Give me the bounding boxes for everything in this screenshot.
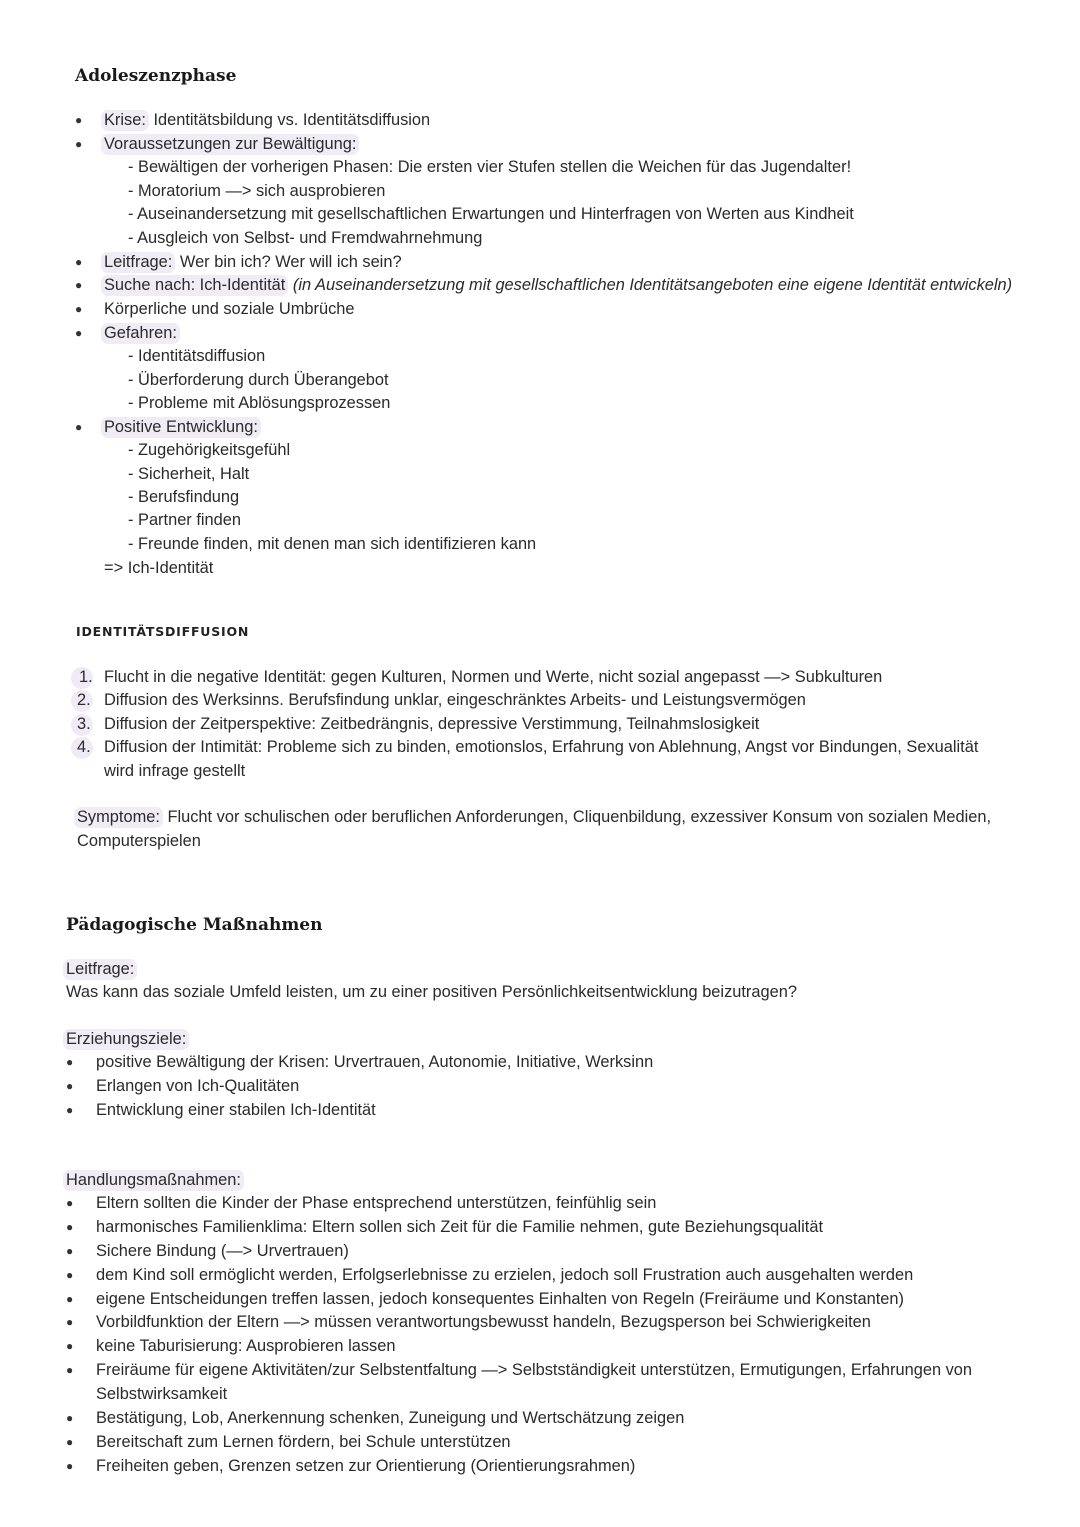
symptome-line [77, 806, 991, 830]
symptome-continuation: Computerspielen [77, 832, 201, 850]
number-label: 2. [77, 691, 91, 709]
erziehungsziel-item: positive Bewältigung der Krisen: Urvertrauen, Autonomie, Initiative, Werksinn [96, 1053, 654, 1071]
bullet-dot: ● [66, 1339, 74, 1353]
positiv-item: - Partner finden [128, 511, 241, 529]
gefahren-label: Gefahren: [101, 323, 180, 344]
bullet-dot: ● [66, 1315, 74, 1329]
leitfrage2-text: Was kann das soziale Umfeld leisten, um zu einer positiven Persönlichkeitsentwicklung beizutragen? [66, 983, 797, 1001]
massnahme-item-continuation: Selbstwirksamkeit [96, 1385, 228, 1403]
erziehungsziele-label: Erziehungsziele: [63, 1029, 189, 1050]
voraussetzung-item: - Bewältigen der vorherigen Phasen: Die ersten vier Stufen stellen die Weichen für das Jugendalter! [128, 158, 852, 176]
bullet-dot: ● [75, 278, 83, 292]
number-label: 3. [77, 715, 91, 733]
bullet-dot: ● [75, 137, 83, 151]
massnahme-item: dem Kind soll ermöglicht werden, Erfolgserlebnisse zu erzielen, jedoch soll Frustration auch ausgehalten werden [96, 1266, 914, 1284]
krise-label: Krise: [101, 110, 149, 131]
voraussetzungen-label: Voraussetzungen zur Bewältigung: [101, 134, 359, 155]
bullet-dot: ● [66, 1411, 74, 1425]
leitfrage-line [104, 251, 402, 275]
bullet-dot: ● [66, 1435, 74, 1449]
positiv-item: - Berufsfindung [128, 488, 240, 506]
bullet-dot: ● [66, 1055, 74, 1069]
massnahme-item: eigene Entscheidungen treffen lassen, jedoch konsequentes Einhalten von Regeln (Freiräume und Konstanten) [96, 1290, 904, 1308]
massnahme-item: Eltern sollten die Kinder der Phase entsprechend unterstützen, feinfühlig sein [96, 1194, 657, 1212]
bullet-dot: ● [75, 255, 83, 269]
massnahme-item: Bereitschaft zum Lernen fördern, bei Schule unterstützen [96, 1433, 511, 1451]
number-label: 4. [77, 738, 91, 756]
suche-label: Suche nach: Ich-Identität [101, 275, 288, 296]
bullet-dot: ● [75, 113, 83, 127]
diffusion-item-continuation: wird infrage gestellt [104, 762, 246, 780]
positiv-item: - Freunde finden, mit denen man sich identifizieren kann [128, 535, 537, 553]
suche-line [104, 274, 1012, 298]
voraussetzung-item: - Moratorium —> sich ausprobieren [128, 182, 386, 200]
bullet-dot: ● [66, 1244, 74, 1258]
positiv-label: Positive Entwicklung: [101, 417, 261, 438]
bullet-dot: ● [66, 1196, 74, 1210]
bullet-dot: ● [66, 1103, 74, 1117]
massnahme-item: Freiräume für eigene Aktivitäten/zur Selbstentfaltung —> Selbstständigkeit unterstützen, Ermutigungen, Erfahrungen von [96, 1361, 973, 1379]
leitfrage-label: Leitfrage: [101, 252, 175, 273]
diffusion-item: Diffusion der Intimität: Probleme sich zu binden, emotionslos, Erfahrung von Ablehnung, Angst vor Bindungen, Sexualität [104, 738, 979, 756]
handlungsmassnahmen-label: Handlungsmaßnahmen: [63, 1170, 244, 1191]
krise-line [104, 109, 430, 133]
diffusion-item: Flucht in die negative Identität: gegen Kulturen, Normen und Werte, nicht sozial angepasst —> Subkulturen [104, 668, 883, 686]
gefahr-item: - Überforderung durch Überangebot [128, 371, 389, 389]
umbrueche-line: Körperliche und soziale Umbrüche [104, 300, 355, 318]
krise-text: Identitätsbildung vs. Identitätsdiffusion [148, 111, 431, 129]
positiv-line [104, 416, 261, 440]
symptome-text: Flucht vor schulischen oder beruflichen Anforderungen, Cliquenbildung, exzessiver Konsum von sozialen Medien, [162, 808, 992, 826]
section-title-identitaetsdiffusion: IDENTITÄTSDIFFUSION [76, 624, 250, 639]
positiv-item: - Sicherheit, Halt [128, 465, 250, 483]
massnahme-item: Bestätigung, Lob, Anerkennung schenken, Zuneigung und Wertschätzung zeigen [96, 1409, 685, 1427]
voraussetzung-item: - Auseinandersetzung mit gesellschaftlichen Erwartungen und Hinterfragen von Werten aus Kindheit [128, 205, 854, 223]
bullet-dot: ● [75, 420, 83, 434]
leitfrage-text: Wer bin ich? Wer will ich sein? [175, 253, 402, 271]
section-title-adoleszenzphase: Adoleszenzphase [75, 66, 237, 86]
erziehungsziele-line [66, 1028, 189, 1052]
erziehungsziel-item: Entwicklung einer stabilen Ich-Identität [96, 1101, 376, 1119]
massnahme-item: Vorbildfunktion der Eltern —> müssen verantwortungsbewusst handeln, Bezugsperson bei Schwierigkeiten [96, 1313, 871, 1331]
positiv-item: - Zugehörigkeitsgefühl [128, 441, 291, 459]
bullet-dot: ● [75, 326, 83, 340]
leitfrage2-label: Leitfrage: [63, 959, 137, 980]
handlungsmassnahmen-line [66, 1169, 244, 1193]
gefahren-line [104, 322, 180, 346]
bullet-dot: ● [66, 1459, 74, 1473]
massnahme-item: Sichere Bindung (—> Urvertrauen) [96, 1242, 349, 1260]
bullet-dot: ● [66, 1079, 74, 1093]
erziehungsziel-item: Erlangen von Ich-Qualitäten [96, 1077, 300, 1095]
result-line: => Ich-Identität [104, 559, 214, 577]
gefahr-item: - Identitätsdiffusion [128, 347, 266, 365]
symptome-label: Symptome: [74, 807, 163, 828]
section-title-paedagogische-massnahmen: Pädagogische Maßnahmen [66, 915, 323, 935]
suche-text: (in Auseinandersetzung mit gesellschaftlichen Identitätsangeboten eine eigene Identität entwickeln) [288, 276, 1013, 294]
bullet-dot: ● [66, 1292, 74, 1306]
diffusion-item: Diffusion der Zeitperspektive: Zeitbedrängnis, depressive Verstimmung, Teilnahmslosigkeit [104, 715, 760, 733]
voraussetzung-item: - Ausgleich von Selbst- und Fremdwahrnehmung [128, 229, 483, 247]
massnahme-item: harmonisches Familienklima: Eltern sollen sich Zeit für die Familie nehmen, gute Beziehungsqualität [96, 1218, 823, 1236]
bullet-dot: ● [75, 302, 83, 316]
bullet-dot: ● [66, 1268, 74, 1282]
number-label: 1. [79, 668, 93, 686]
bullet-dot: ● [66, 1363, 74, 1377]
massnahme-item: Freiheiten geben, Grenzen setzen zur Orientierung (Orientierungsrahmen) [96, 1457, 636, 1475]
leitfrage2-line [66, 958, 137, 982]
diffusion-item: Diffusion des Werksinns. Berufsfindung unklar, eingeschränktes Arbeits- und Leistungsvermögen [104, 691, 806, 709]
bullet-dot: ● [66, 1220, 74, 1234]
massnahme-item: keine Taburisierung: Ausprobieren lassen [96, 1337, 396, 1355]
gefahr-item: - Probleme mit Ablösungsprozessen [128, 394, 391, 412]
voraussetzungen-line [104, 133, 359, 157]
